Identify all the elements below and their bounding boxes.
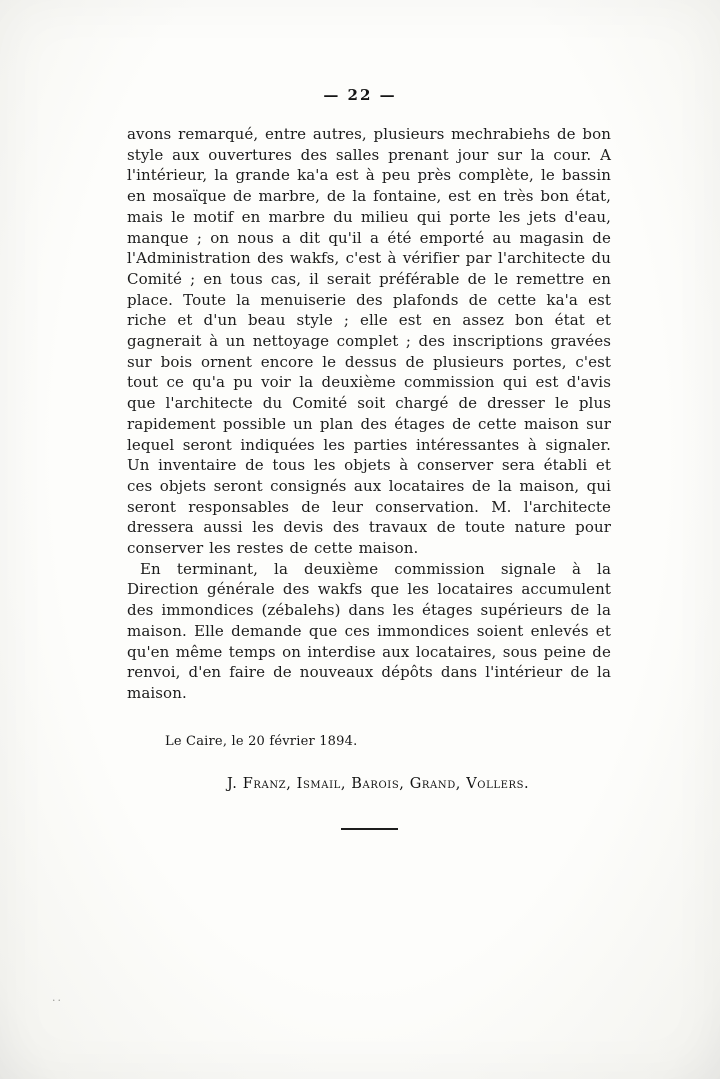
dateline: Le Caire, le 20 février 1894. — [165, 733, 358, 749]
page-number: — 22 — — [323, 86, 397, 104]
signature-line: J. Franz, Ismail, Barois, Grand, Vollers. — [227, 775, 530, 792]
end-rule — [341, 828, 398, 830]
paragraph-closing: En terminant, la deuxième commission signale à la Direction générale des wakfs que les locataires accumulent des immondices (zébalehs) dans les étages supérieurs de la maison. Elle demande que ces immondices soient enlevés et qu'en même temps on interdise aux locataires, sous peine de renvoi, d'en faire de nouveaux dépôts dans l'intérieur de la maison. — [127, 559, 611, 702]
paragraph-continuation: avons remarqué, entre autres, plusieurs mechrabiehs de bon style aux ouvertures des salles prenant jour sur la cour. A l'intérieur, la grande ka'a est à peu près complète, le bassin en mosaïque de marbre, de la fontaine, est en très bon état, mais le motif en marbre du milieu qui porte les jets d'eau, manque ; on nous a dit qu'il a été emporté au magasin de l'Administration des wakfs, c'est à vérifier par l'architecte du Comité ; en tous cas, il serait préférable de le remettre en place. Toute la menuiserie des plafonds de cette ka'a est riche et d'un beau style ; elle est en assez bon état et gagnerait à un nettoyage complet ; des inscriptions gravées sur bois ornent encore le dessus de plusieurs portes, c'est tout ce qu'a pu voir la deuxième commission qui est d'avis que l'architecte du Comité soit chargé de dresser le plus rapidement possible un plan des étages de cette maison sur lequel seront indiquées les parties intéressantes à signaler. Un inventaire de tous les objets à conserver sera établi et ces objets seront consignés aux locataires de la maison, qui seront responsables de leur conservation. M. l'architecte dressera aussi les devis des travaux de toute nature pour conserver les restes de cette maison. — [127, 125, 611, 558]
body-text — [127, 124, 611, 830]
scan-artifact: ·· — [52, 994, 63, 1007]
